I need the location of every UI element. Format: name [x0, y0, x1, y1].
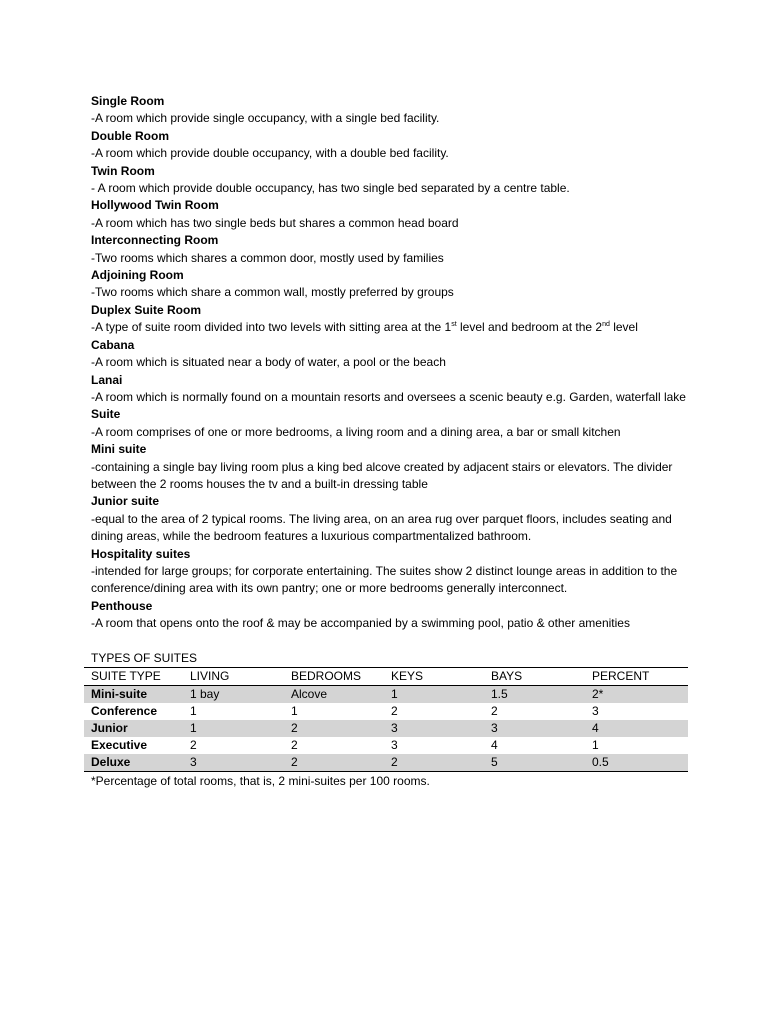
table-cell: 5	[484, 754, 585, 772]
table-cell: 1	[291, 703, 298, 718]
table-cell: 2	[291, 737, 298, 752]
table-row	[84, 720, 688, 737]
entry-description: -containing a single bay living room plus a king bed alcove created by adjacent stairs or elevators. The divider between the 2 rooms houses the tv and a built-in dressing table	[91, 459, 673, 491]
suite-type-cell: Deluxe	[84, 754, 183, 772]
table-cell: 3	[391, 737, 398, 752]
entry-title: Single Room	[91, 94, 165, 108]
column-header: LIVING	[190, 668, 230, 683]
entry-title: Duplex Suite Room	[91, 302, 202, 317]
table-cell: 1	[183, 720, 284, 737]
entry-description: -intended for large groups; for corporate entertaining. The suites show 2 distinct lounge areas in addition to the conference/dining area with its own pantry; one or more bedrooms generally interconnect.	[91, 563, 678, 596]
entry-description: -Two rooms which share a common wall, mostly preferred by groups	[91, 285, 454, 300]
entry-title: Twin Room	[91, 163, 155, 178]
table-cell: 1	[384, 685, 484, 703]
ordinal-suffix: nd	[602, 321, 610, 329]
table-cell: 2	[384, 754, 484, 772]
entry-description: - A room which provide double occupancy, has two single bed separated by a centre table.	[91, 181, 570, 196]
entry-description: -A room that opens onto the roof & may be accompanied by a swimming pool, patio & other amenities	[91, 616, 630, 631]
table-cell: 2	[491, 703, 498, 718]
column-header: KEYS	[391, 668, 424, 683]
column-header: BAYS	[491, 668, 523, 683]
description-text: level and bedroom at the 2	[456, 320, 603, 335]
table-cell: 3	[484, 720, 585, 737]
entry-description: -A room comprises of one or more bedrooms, a living room and a dining area, a bar or small kitchen	[91, 424, 621, 439]
suite-type-cell: Junior	[84, 720, 183, 737]
document-page	[91, 93, 687, 790]
suite-type-cell: Executive	[91, 737, 148, 752]
suites-table	[84, 667, 688, 772]
entry-description: -A room which is normally found on a mountain resorts and oversees a scenic beauty e.g. Garden, waterfall lake	[91, 389, 686, 404]
table-row	[84, 754, 688, 772]
entry-title: Penthouse	[91, 598, 153, 613]
table-cell: 2	[190, 737, 197, 752]
entry-description: -A room which provide single occupancy, with a single bed facility.	[91, 111, 440, 126]
entry-description	[91, 319, 687, 336]
table-cell: 2	[391, 703, 398, 718]
suite-type-cell: Conference	[91, 703, 158, 718]
suites-table-wrap	[84, 667, 688, 772]
table-cell: 1	[190, 703, 197, 718]
table-row	[84, 685, 688, 703]
column-header: SUITE TYPE	[91, 668, 161, 683]
entry-description: -A room which provide double occupancy, with a double bed facility.	[91, 146, 449, 161]
table-cell: 1 bay	[183, 685, 284, 703]
table-cell: 4	[491, 737, 498, 752]
description-text: level	[609, 320, 638, 335]
entry-description: -A room which is situated near a body of water, a pool or the beach	[91, 355, 446, 370]
entry-title: Suite	[91, 407, 121, 422]
table-cell: Alcove	[284, 685, 384, 703]
entry-title: Interconnecting Room	[91, 233, 219, 248]
table-cell: 3	[183, 754, 284, 772]
entry-title: Hospitality suites	[91, 546, 191, 561]
table-heading: TYPES OF SUITES	[91, 650, 198, 665]
table-cell: 3	[384, 720, 484, 737]
table-cell: 2	[284, 720, 384, 737]
description-text: -A type of suite room divided into two levels with sitting area at the 1	[91, 320, 452, 335]
column-header: PERCENT	[592, 668, 650, 683]
entry-title: Hollywood Twin Room	[91, 198, 219, 213]
table-cell: 2*	[585, 685, 688, 703]
table-cell: 2	[284, 754, 384, 772]
suite-type-cell: Mini-suite	[84, 685, 183, 703]
table-row	[84, 703, 688, 720]
entry-title: Lanai	[91, 372, 123, 387]
table-cell: 1	[592, 737, 599, 752]
entry-description: -equal to the area of 2 typical rooms. The living area, on an area rug over parquet floors, includes seating and dining areas, while the bedroom features a luxurious compartmentalized bathroom.	[91, 511, 672, 544]
table-footnote: *Percentage of total rooms, that is, 2 mini-suites per 100 rooms.	[91, 773, 430, 788]
entry-title: Junior suite	[91, 494, 160, 509]
entry-title: Mini suite	[91, 442, 147, 457]
table-cell: 3	[592, 703, 599, 718]
entry-description: -Two rooms which shares a common door, mostly used by families	[91, 250, 444, 265]
ordinal-suffix: st	[451, 321, 457, 329]
entry-description: -A room which has two single beds but shares a common head board	[91, 215, 459, 230]
table-cell: 0.5	[585, 754, 688, 772]
table-cell: 1.5	[484, 685, 585, 703]
table-cell: 4	[585, 720, 688, 737]
entry-title: Adjoining Room	[91, 268, 184, 283]
table-row	[84, 737, 688, 754]
column-header: BEDROOMS	[291, 668, 362, 683]
room-types-list	[91, 93, 687, 633]
entry-title: Cabana	[91, 337, 135, 352]
table-body	[84, 685, 688, 771]
entry-title: Double Room	[91, 128, 169, 143]
table-header-row	[84, 667, 688, 685]
